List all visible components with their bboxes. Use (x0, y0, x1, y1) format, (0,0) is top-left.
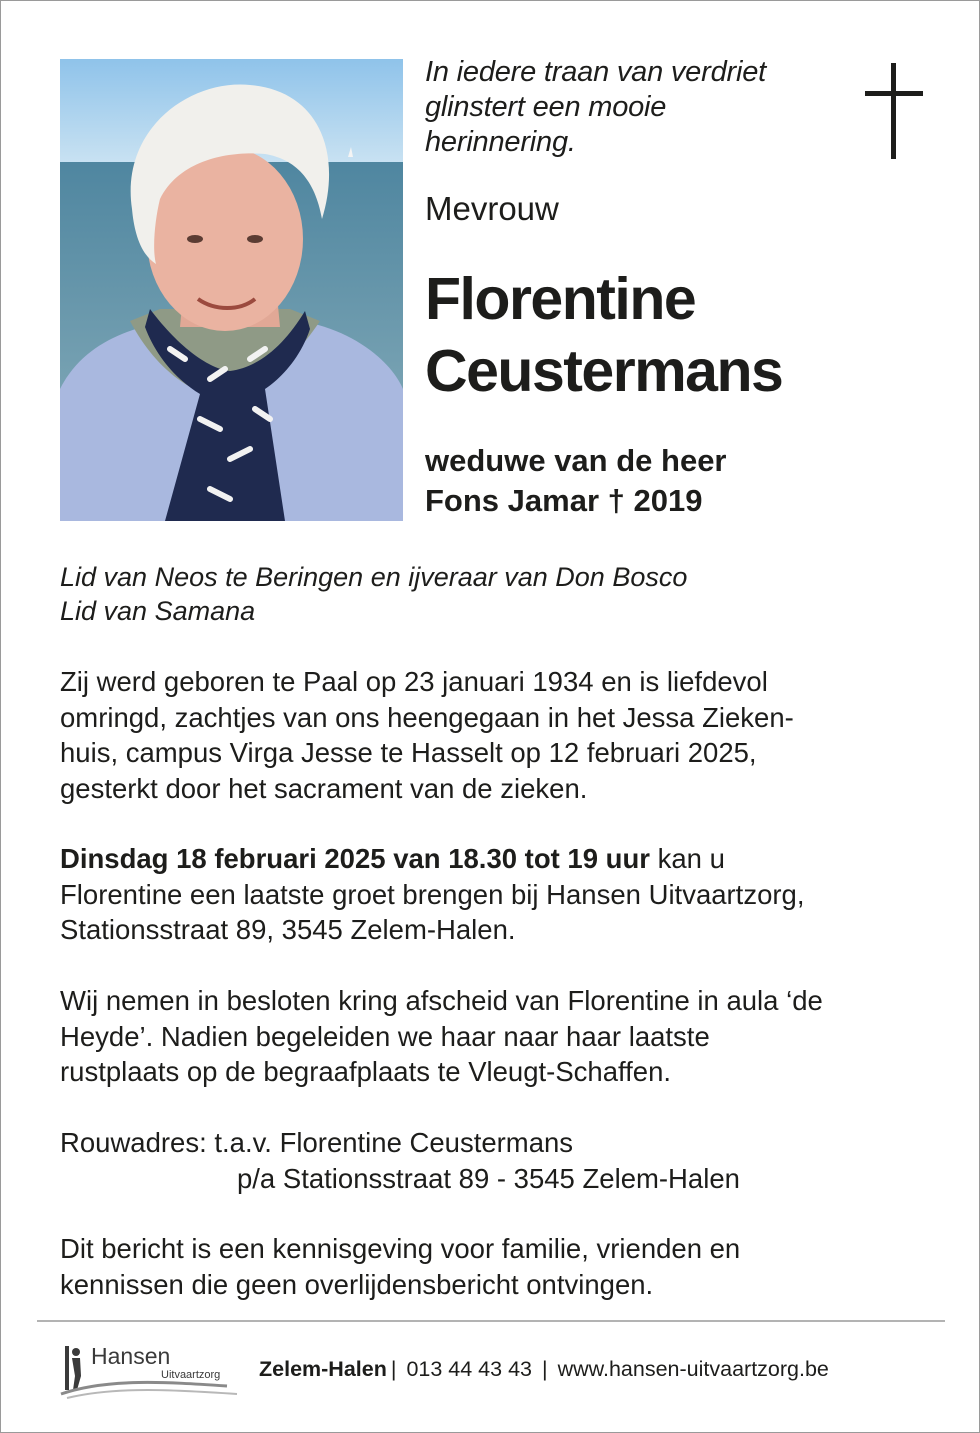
membership-line: Lid van Neos te Beringen en ijveraar van Don Bosco (60, 562, 688, 592)
visitation-paragraph (60, 841, 930, 948)
quote-line: In iedere traan van verdriet (425, 56, 766, 88)
memberships (60, 560, 687, 628)
footer-divider (37, 1320, 945, 1322)
paragraph-line: Heyde’. Nadien begeleiden we haar naar haar laatste (60, 1020, 710, 1052)
spouse-info (425, 441, 727, 521)
footer-phone[interactable]: 013 44 43 43 (406, 1357, 532, 1381)
footer-separator: | (542, 1357, 548, 1381)
paragraph-line: kennissen die geen overlijdensbericht ontvingen. (60, 1268, 654, 1300)
footer-city: Zelem-Halen (259, 1357, 387, 1381)
paragraph-line: omringd, zachtjes van ons heengegaan in het Jessa Zieken- (60, 701, 794, 733)
logo-subtitle: Uitvaartzorg (161, 1369, 221, 1381)
spouse-line: Fons Jamar † 2019 (425, 483, 703, 518)
paragraph-line: rustplaats op de begraafplaats te Vleugt-Schaffen. (60, 1056, 672, 1087)
paragraph-line: gesterkt door het sacrament van de zieken. (60, 772, 588, 804)
paragraph-line: huis, campus Virga Jesse te Hasselt op 12 februari 2025, (60, 737, 757, 768)
deceased-name (425, 263, 782, 407)
portrait-image (60, 59, 403, 521)
first-name: Florentine (425, 266, 696, 332)
portrait-photo (60, 59, 403, 521)
footer-separator: | (390, 1357, 397, 1381)
quote-line: glinstert een mooie (425, 91, 667, 123)
paragraph-line (60, 841, 930, 877)
cross-icon (865, 63, 923, 159)
paragraph-line: Wij nemen in besloten kring afscheid van Florentine in aula ‘de (60, 985, 823, 1016)
honorific-title: Mevrouw (425, 190, 559, 227)
farewell-paragraph (60, 983, 930, 1090)
footer-contact (259, 1354, 829, 1384)
paragraph-line: Dit bericht is een kennisgeving voor familie, vrienden en (60, 1233, 741, 1264)
notice-paragraph (60, 1231, 930, 1302)
visitation-text: kan u (649, 843, 725, 874)
spouse-line: weduwe van de heer (425, 443, 727, 478)
address-line: p/a Stationsstraat 89 - 3545 Zelem-Halen (237, 1162, 740, 1194)
paragraph-line: Stationsstraat 89, 3545 Zelem-Halen. (60, 914, 516, 945)
logo-name: Hansen (91, 1343, 171, 1369)
address-line: Rouwadres: t.a.v. Florentine Ceustermans (60, 1127, 574, 1158)
footer-website-link[interactable]: www.hansen-uitvaartzorg.be (557, 1357, 829, 1381)
quote-line: herinnering. (425, 126, 576, 158)
membership-line: Lid van Samana (60, 596, 256, 626)
funeral-home-logo (57, 1338, 257, 1402)
memorial-quote (425, 55, 845, 160)
paragraph-line: Florentine een laatste groet brengen bij Hansen Uitvaartzorg, (60, 878, 805, 910)
mourning-address (60, 1125, 930, 1196)
paragraph-line: Zij werd geboren te Paal op 23 januari 1934 en is liefdevol (60, 666, 768, 697)
visitation-datetime: Dinsdag 18 februari 2025 van 18.30 tot 19 uur (60, 843, 650, 874)
last-name: Ceustermans (425, 338, 783, 404)
birth-death-paragraph (60, 664, 930, 806)
